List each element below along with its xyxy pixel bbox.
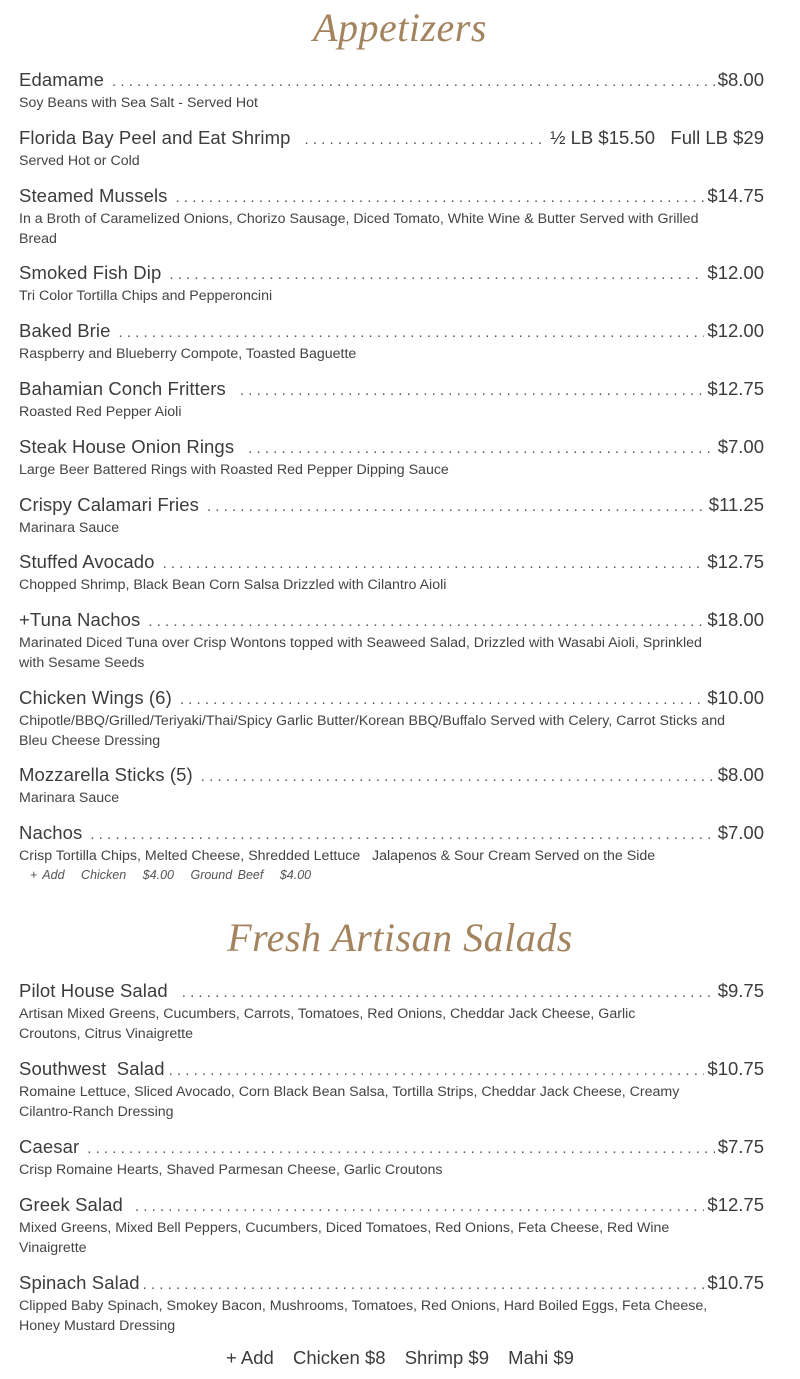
- item-description: Served Hot or Cold: [19, 153, 140, 169]
- item-description: Marinara Sauce: [19, 520, 120, 536]
- menu-item-caesar: [19, 1135, 764, 1180]
- leader-dots: [163, 552, 705, 576]
- item-name: Stuffed Avocado: [19, 551, 155, 572]
- salad-addon-mahi: Mahi $9: [508, 1347, 574, 1368]
- item-description: Romaine Lettuce, Sliced Avocado, Corn Black Bean Salsa, Tortilla Strips, Cheddar Jack Cheese, Creamy Cilantro-Ranch Dressing: [19, 1084, 680, 1120]
- item-price: $14.75: [707, 185, 764, 206]
- menu-item-smoked-fish-dip: [19, 261, 764, 306]
- item-name: Caesar: [19, 1136, 80, 1157]
- item-description: Artisan Mixed Greens, Cucumbers, Carrots, Tomatoes, Red Onions, Cheddar Jack Cheese, Garlic Croutons, Citrus Vinaigrette: [19, 1006, 636, 1042]
- menu-item-peel-and-eat-shrimp: [19, 126, 764, 171]
- item-price: $12.75: [707, 551, 764, 572]
- item-name: Pilot House Salad: [19, 980, 168, 1001]
- item-price: $7.75: [717, 1136, 764, 1157]
- addon-ground-beef-price: $4.00: [279, 868, 312, 882]
- item-price: $11.25: [708, 494, 764, 515]
- leader-dots: [90, 823, 714, 847]
- item-description: Raspberry and Blueberry Compote, Toasted Baguette: [19, 346, 357, 362]
- menu-item-baked-brie: [19, 319, 764, 364]
- menu-item-pilot-house-salad: [19, 979, 764, 1044]
- item-price: $7.00: [717, 436, 764, 457]
- item-price: $12.75: [707, 378, 764, 399]
- addon-label: + Add: [30, 868, 65, 882]
- item-price: $10.75: [707, 1272, 764, 1293]
- addon-chicken-price: $4.00: [142, 868, 174, 882]
- item-price: $9.75: [717, 980, 764, 1001]
- item-description: Tri Color Tortilla Chips and Pepperoncini: [19, 288, 273, 304]
- salad-addon-chicken: Chicken $8: [292, 1347, 386, 1368]
- item-price: $7.00: [717, 822, 764, 843]
- menu-item-mozzarella-sticks: [19, 763, 764, 808]
- leader-dots: [143, 1273, 705, 1297]
- item-description: Chipotle/BBQ/Grilled/Teriyaki/Thai/Spicy Garlic Butter/Korean BBQ/Buffalo Served with Celery, Carrot Sticks and Bleu Cheese Dressing: [19, 713, 725, 749]
- item-description: Marinated Diced Tuna over Crisp Wontons topped with Seaweed Salad, Drizzled with Wasabi Aioli, Sprinkled with Sesame Seeds: [19, 635, 702, 671]
- item-description: Large Beer Battered Rings with Roasted Red Pepper Dipping Sauce: [19, 462, 449, 478]
- menu-item-greek-salad: [19, 1193, 764, 1258]
- item-name: Spinach Salad: [19, 1272, 140, 1293]
- leader-dots: [148, 610, 704, 634]
- nachos-addon-options: [30, 866, 764, 884]
- leader-dots: [176, 186, 705, 210]
- item-name: Mozzarella Sticks (5): [19, 764, 193, 785]
- item-name: Edamame: [19, 69, 105, 90]
- item-price: $8.00: [717, 69, 764, 90]
- leader-dots: [248, 437, 715, 461]
- leader-dots: [240, 379, 704, 403]
- item-name: +Tuna Nachos: [19, 609, 141, 630]
- item-price: $12.00: [707, 320, 764, 341]
- item-description: Chopped Shrimp, Black Bean Corn Salsa Drizzled with Cilantro Aioli: [19, 577, 447, 593]
- item-description: Crisp Tortilla Chips, Melted Cheese, Shredded Lettuce Jalapenos & Sour Cream Served on the Side: [19, 848, 656, 864]
- addon-chicken: Chicken: [81, 868, 127, 882]
- item-description: Crisp Romaine Hearts, Shaved Parmesan Cheese, Garlic Croutons: [19, 1162, 443, 1178]
- leader-dots: [135, 1195, 704, 1219]
- menu-item-stuffed-avocado: [19, 550, 764, 595]
- appetizers-heading: Appetizers: [313, 5, 487, 50]
- leader-dots: [169, 1059, 705, 1083]
- item-description: Mixed Greens, Mixed Bell Peppers, Cucumbers, Diced Tomatoes, Red Onions, Feta Cheese, Red Wine Vinaigrette: [19, 1220, 670, 1256]
- item-name: Smoked Fish Dip: [19, 262, 162, 283]
- leader-dots: [180, 688, 705, 712]
- item-name: Steak House Onion Rings: [19, 436, 235, 457]
- item-price: $10.75: [707, 1058, 764, 1079]
- leader-dots: [182, 981, 715, 1005]
- menu-item-calamari-fries: [19, 493, 764, 538]
- item-price: $8.00: [717, 764, 764, 785]
- menu-item-chicken-wings: [19, 686, 764, 751]
- leader-dots: [87, 1137, 714, 1161]
- item-name: Nachos: [19, 822, 83, 843]
- leader-dots: [119, 321, 705, 345]
- item-price: $18.00: [707, 609, 764, 630]
- item-description: Marinara Sauce: [19, 790, 120, 806]
- item-description: In a Broth of Caramelized Onions, Chorizo Sausage, Diced Tomato, White Wine & Butter Served with Grilled Bread: [19, 211, 699, 247]
- item-price: $10.00: [707, 687, 764, 708]
- item-price: $12.75: [707, 1194, 764, 1215]
- menu-item-spinach-salad: [19, 1271, 764, 1336]
- menu-item-conch-fritters: [19, 377, 764, 422]
- item-name: Bahamian Conch Fritters: [19, 378, 226, 399]
- menu-item-onion-rings: [19, 435, 764, 480]
- salad-addon-label: + Add: [226, 1347, 274, 1368]
- item-price: $12.00: [707, 262, 764, 283]
- item-description: Soy Beans with Sea Salt - Served Hot: [19, 95, 258, 111]
- menu-item-steamed-mussels: [19, 184, 764, 249]
- salads-heading: Fresh Artisan Salads: [227, 915, 573, 960]
- item-description: Clipped Baby Spinach, Smokey Bacon, Mushrooms, Tomatoes, Red Onions, Hard Boiled Eggs, Feta Cheese, Honey Mustard Dressing: [19, 1298, 708, 1334]
- menu-item-edamame: [19, 68, 764, 113]
- item-name: Florida Bay Peel and Eat Shrimp: [19, 127, 291, 148]
- item-price: ½ LB $15.50 Full LB $29: [550, 127, 764, 148]
- menu-item-southwest-salad: [19, 1057, 764, 1122]
- item-name: Chicken Wings (6): [19, 687, 172, 708]
- leader-dots: [305, 128, 548, 152]
- item-name: Crispy Calamari Fries: [19, 494, 199, 515]
- item-description: Roasted Red Pepper Aioli: [19, 404, 182, 420]
- leader-dots: [169, 263, 704, 287]
- addon-ground-beef: Ground Beef: [190, 868, 264, 882]
- menu-item-nachos: [19, 821, 764, 884]
- leader-dots: [207, 495, 706, 519]
- item-name: Greek Salad: [19, 1194, 123, 1215]
- leader-dots: [112, 70, 715, 94]
- item-name: Southwest Salad: [19, 1058, 165, 1079]
- menu-item-tuna-nachos: [19, 608, 764, 673]
- leader-dots: [201, 765, 715, 789]
- item-name: Baked Brie: [19, 320, 111, 341]
- item-name: Steamed Mussels: [19, 185, 168, 206]
- salad-addon-shrimp: Shrimp $9: [404, 1347, 490, 1368]
- salad-addon-options: [0, 1347, 800, 1369]
